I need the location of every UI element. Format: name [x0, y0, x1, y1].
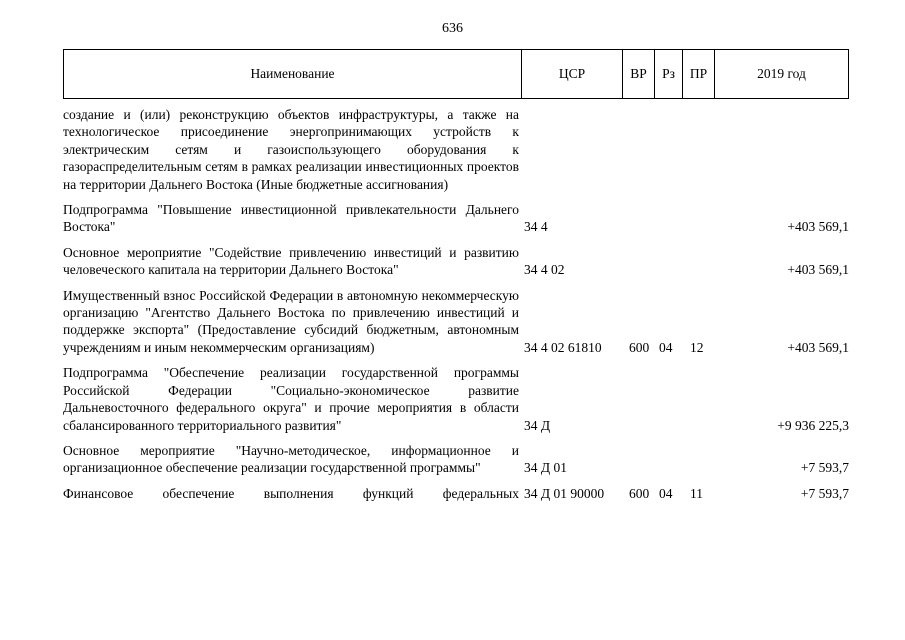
- row-name: Подпрограмма "Обеспечение реализации государственной программы Российской Федерации "Социально-экономическое развитие Дальневосточного федерального округа" и прочие мероприятия в области сбалансированного территориального развития": [63, 365, 519, 433]
- table-body: [63, 106, 849, 510]
- row-amount: +403 569,1: [787, 262, 849, 278]
- row-amount: +403 569,1: [787, 339, 849, 355]
- row-amount: +7 593,7: [800, 485, 849, 501]
- table-row: [63, 201, 849, 236]
- row-csr: 34 4 02 61810: [524, 339, 602, 355]
- row-csr: 34 Д 01 90000: [524, 485, 605, 501]
- header-pr: ПР: [683, 50, 715, 99]
- row-name: Основное мероприятие "Содействие привлечению инвестиций и развитию человеческого капитала на территории Дальнего Востока": [63, 244, 519, 278]
- row-name: Основное мероприятие "Научно-методическое, информационное и организационное обеспечение реализации государственной программы": [63, 442, 519, 476]
- row-csr: 34 4 02: [524, 262, 565, 278]
- header-year: 2019 год: [715, 50, 849, 99]
- table-row: [63, 106, 849, 193]
- row-pr: 12: [690, 339, 704, 355]
- row-vr: 600: [629, 339, 650, 355]
- header-csr: ЦСР: [522, 50, 623, 99]
- row-amount: +403 569,1: [787, 219, 849, 235]
- row-amount: +7 593,7: [800, 460, 849, 476]
- row-csr: 34 4: [524, 219, 548, 235]
- row-amount: +9 936 225,3: [777, 417, 849, 433]
- header-rz: Рз: [655, 50, 683, 99]
- table-row: [63, 485, 849, 502]
- row-name: Подпрограмма "Повышение инвестиционной привлекательности Дальнего Востока": [63, 202, 519, 235]
- header-name: Наименование: [64, 50, 522, 99]
- table-row: [63, 244, 849, 279]
- row-rz: 04: [659, 339, 673, 355]
- table-row: [63, 442, 849, 477]
- row-vr: 600: [629, 485, 650, 501]
- header-vr: ВР: [623, 50, 655, 99]
- row-csr: 34 Д 01: [524, 460, 567, 476]
- row-csr: 34 Д: [524, 417, 551, 433]
- table-header: [63, 49, 849, 99]
- row-name: Финансовое обеспечение выполнения функций федеральных: [63, 485, 519, 501]
- table-row: [63, 287, 849, 357]
- row-pr: 11: [690, 485, 703, 501]
- table-row: [63, 364, 849, 434]
- row-name: Имущественный взнос Российской Федерации в автономную некоммерческую организацию "Агентство Дальнего Востока по привлечению инвестиций и поддержке экспорта" (Предоставление субсидий бюджетным, автономным учреждениям и иным некоммерческим организациям): [63, 287, 519, 355]
- page-number: 636: [442, 21, 463, 36]
- row-name: создание и (или) реконструкцию объектов инфраструктуры, а также на технологическое присоединение энергопринимающих устройств к электрическим сетям и газоиспользующего оборудования к газораспределительным сетям в рамках реализации инвестиционных проектов на территории Дальнего Востока (Иные бюджетные ассигнования): [63, 107, 519, 192]
- row-rz: 04: [659, 485, 673, 501]
